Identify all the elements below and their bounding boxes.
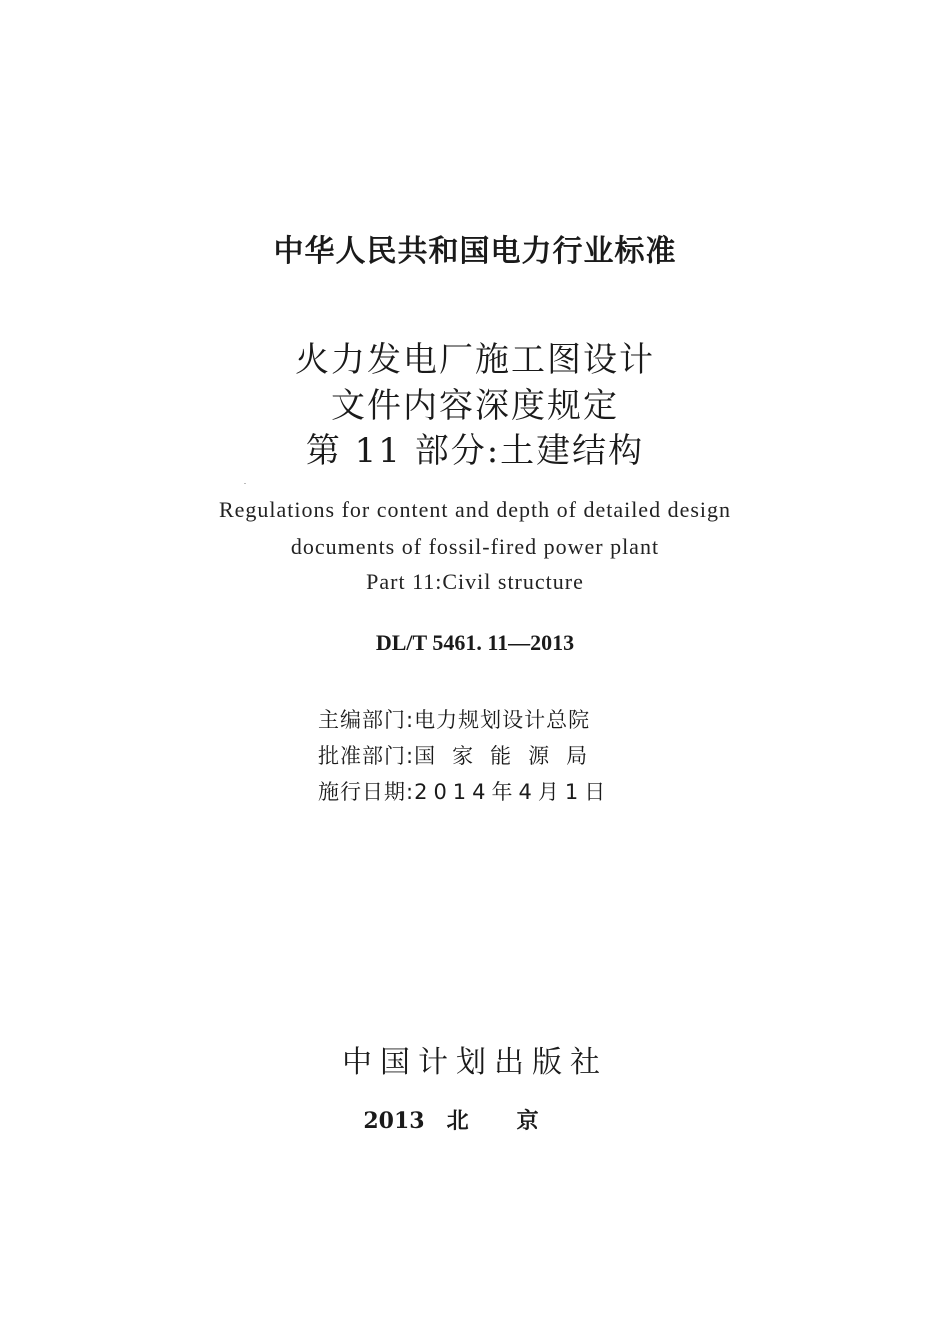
publisher-name: 中国计划出版社 — [342, 1045, 608, 1080]
publication-metadata — [318, 702, 611, 810]
approver-row — [318, 738, 611, 774]
scan-speck — [244, 483, 246, 484]
chinese-title-line-2: 文件内容深度规定 — [331, 386, 619, 426]
effective-date-row — [318, 774, 611, 810]
approver-label: 批准部门: — [318, 744, 415, 768]
standard-category-heading: 中华人民共和国电力行业标准 — [273, 234, 677, 269]
english-title-line-2: documents of fossil-fired power plant — [290, 534, 660, 559]
publication-place — [0, 1104, 950, 1135]
english-title-line-3: Part 11:Civil structure — [366, 569, 584, 594]
english-title-line-1: Regulations for content and depth of detailed design — [218, 497, 732, 522]
editor-row — [318, 702, 611, 738]
effective-date-label: 施行日期: — [318, 780, 415, 804]
chinese-title-line-3: 第 11 部分:土建结构 — [305, 431, 645, 471]
publication-city: 北京 — [446, 1108, 587, 1134]
approver-value: 国家能源局 — [414, 744, 605, 768]
editor-label: 主编部门: — [318, 708, 415, 732]
effective-date-value: 2014年4月1日 — [414, 780, 612, 804]
chinese-title-line-1: 火力发电厂施工图设计 — [295, 340, 655, 380]
editor-value: 电力规划设计总院 — [414, 708, 591, 732]
publication-year: 2013 — [363, 1108, 425, 1134]
standard-code: DL/T 5461. 11—2013 — [375, 630, 575, 655]
